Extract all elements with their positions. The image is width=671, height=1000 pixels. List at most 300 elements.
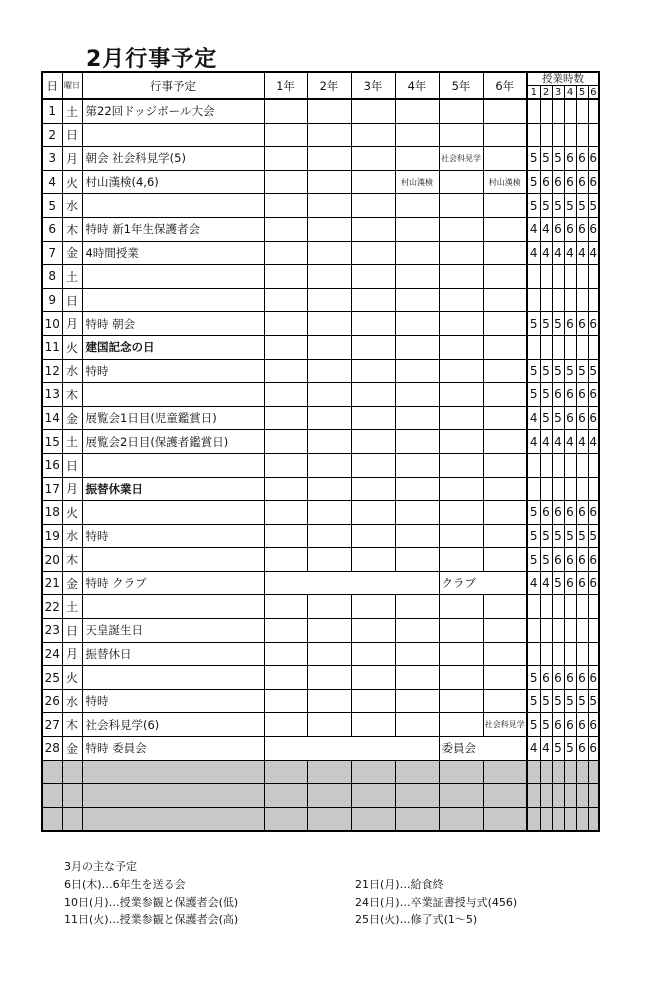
hour-cell <box>527 123 540 147</box>
grade-cell <box>351 147 395 171</box>
event-cell: 特時 朝会 <box>82 312 264 336</box>
hour-cell <box>540 642 552 666</box>
hour-cell: 6 <box>588 217 599 241</box>
day-cell: 18 <box>42 501 62 525</box>
grade-cell <box>351 689 395 713</box>
hour-cell: 6 <box>552 501 564 525</box>
hour-cell: 5 <box>564 689 576 713</box>
empty-row <box>42 760 599 784</box>
march-notes-left <box>64 876 238 929</box>
hour-cell <box>540 335 552 359</box>
weekday-cell: 金 <box>62 571 82 595</box>
hour-cell: 5 <box>552 312 564 336</box>
hour-cell <box>564 99 576 123</box>
hour-cell: 4 <box>527 406 540 430</box>
weekday-cell: 日 <box>62 619 82 643</box>
day-cell: 13 <box>42 383 62 407</box>
grade-cell <box>395 453 439 477</box>
header-grade-6: 6年 <box>483 72 527 99</box>
hour-cell: 5 <box>576 194 588 218</box>
hour-cell: 6 <box>588 666 599 690</box>
grade-cell <box>307 359 351 383</box>
hour-cell: 6 <box>552 383 564 407</box>
empty-cell <box>483 807 527 831</box>
day-cell: 9 <box>42 288 62 312</box>
hour-cell: 4 <box>540 430 552 454</box>
hour-cell: 4 <box>540 571 552 595</box>
grade-cell <box>439 217 483 241</box>
empty-cell <box>351 760 395 784</box>
grade-cell <box>307 689 351 713</box>
hour-cell: 6 <box>564 383 576 407</box>
table-row <box>42 406 599 430</box>
hour-cell: 6 <box>576 548 588 572</box>
grade-cell <box>351 99 395 123</box>
grade-cell <box>483 312 527 336</box>
grade-cell: 社会科見学 <box>483 713 527 737</box>
hour-cell <box>588 642 599 666</box>
hour-cell: 6 <box>564 312 576 336</box>
day-cell: 4 <box>42 170 62 194</box>
table-row <box>42 666 599 690</box>
hour-cell <box>588 99 599 123</box>
grade-cell <box>395 265 439 289</box>
grade-cell <box>307 335 351 359</box>
grade-cell <box>307 595 351 619</box>
day-cell: 20 <box>42 548 62 572</box>
table-row <box>42 241 599 265</box>
empty-cell <box>82 760 264 784</box>
grade-cell <box>264 666 307 690</box>
march-notes-right <box>355 876 517 929</box>
grade-cell <box>351 170 395 194</box>
hour-cell <box>527 265 540 289</box>
table-row <box>42 99 599 123</box>
hour-cell: 6 <box>552 666 564 690</box>
event-cell: 建国記念の日 <box>82 335 264 359</box>
grade-cell <box>264 288 307 312</box>
grade-cell <box>307 170 351 194</box>
hour-cell <box>588 288 599 312</box>
day-cell: 11 <box>42 335 62 359</box>
hour-cell: 5 <box>527 501 540 525</box>
weekday-cell: 土 <box>62 430 82 454</box>
grade-cell <box>307 619 351 643</box>
hour-cell <box>588 453 599 477</box>
grade-cell <box>351 312 395 336</box>
grade-cell <box>395 194 439 218</box>
grade-cell <box>264 619 307 643</box>
day-cell: 19 <box>42 524 62 548</box>
hour-cell: 5 <box>588 194 599 218</box>
grade-cell <box>307 453 351 477</box>
grade-cell <box>307 383 351 407</box>
grade-cell <box>351 406 395 430</box>
grade-cell <box>483 335 527 359</box>
grade-cell <box>264 359 307 383</box>
hour-cell <box>588 335 599 359</box>
hour-cell: 5 <box>564 194 576 218</box>
grade-cell <box>439 430 483 454</box>
hour-cell <box>540 265 552 289</box>
grade-cell <box>483 689 527 713</box>
event-cell <box>82 123 264 147</box>
grade-cell <box>395 335 439 359</box>
event-cell <box>82 265 264 289</box>
table-row <box>42 335 599 359</box>
event-cell <box>82 383 264 407</box>
header-day: 日 <box>42 72 62 99</box>
hour-cell: 6 <box>540 501 552 525</box>
hour-cell: 6 <box>588 147 599 171</box>
grade-cell <box>307 642 351 666</box>
hour-cell <box>576 619 588 643</box>
empty-cell <box>588 784 599 808</box>
hour-cell: 4 <box>527 430 540 454</box>
grade-cell <box>395 147 439 171</box>
note-item: 6日(木)…6年生を送る会 <box>64 878 186 891</box>
table-row <box>42 265 599 289</box>
hour-cell <box>540 619 552 643</box>
weekday-cell: 水 <box>62 689 82 713</box>
grade-cell <box>395 241 439 265</box>
header-hour-2: 2 <box>540 86 552 100</box>
grade-cell <box>351 642 395 666</box>
grade-cell <box>395 501 439 525</box>
grade-cell <box>307 312 351 336</box>
grade-cell <box>395 524 439 548</box>
hour-cell <box>576 453 588 477</box>
hour-cell: 6 <box>588 571 599 595</box>
grade-cell <box>483 383 527 407</box>
grade-cell <box>483 359 527 383</box>
event-cell: 社会科見学(6) <box>82 713 264 737</box>
grade-cell <box>483 548 527 572</box>
hour-cell: 6 <box>564 666 576 690</box>
grade-cell <box>395 123 439 147</box>
hour-cell: 6 <box>588 406 599 430</box>
hour-cell <box>552 99 564 123</box>
grade-cell <box>439 619 483 643</box>
grade-cell <box>351 713 395 737</box>
hour-cell <box>576 642 588 666</box>
weekday-cell: 土 <box>62 265 82 289</box>
grade-cell: 社会科見学 <box>439 147 483 171</box>
grade-cell <box>307 477 351 501</box>
grade-cell <box>264 99 307 123</box>
grade-cell <box>439 170 483 194</box>
grade-cell <box>483 642 527 666</box>
event-cell: 特時 <box>82 689 264 713</box>
day-cell: 6 <box>42 217 62 241</box>
weekday-cell: 日 <box>62 123 82 147</box>
grade-cell <box>307 123 351 147</box>
grade-cell <box>307 194 351 218</box>
header-hour-4: 4 <box>564 86 576 100</box>
weekday-cell: 月 <box>62 477 82 501</box>
hour-cell: 6 <box>588 312 599 336</box>
empty-cell <box>62 760 82 784</box>
table-row <box>42 689 599 713</box>
grade-cell <box>395 217 439 241</box>
hour-cell: 5 <box>527 713 540 737</box>
note-item: 25日(火)…修了式(1〜5) <box>355 913 478 926</box>
grade-cell <box>351 123 395 147</box>
hour-cell: 6 <box>540 666 552 690</box>
day-cell: 14 <box>42 406 62 430</box>
grade-cell <box>351 265 395 289</box>
march-notes-heading: 3月の主な予定 <box>64 860 137 873</box>
hour-cell: 5 <box>527 548 540 572</box>
hour-cell <box>552 335 564 359</box>
hour-cell: 6 <box>564 713 576 737</box>
empty-cell <box>527 784 540 808</box>
header-grade-5: 5年 <box>439 72 483 99</box>
hour-cell <box>552 642 564 666</box>
table-row <box>42 453 599 477</box>
empty-cell <box>564 760 576 784</box>
table-row <box>42 501 599 525</box>
schedule-body <box>42 99 599 831</box>
day-cell: 25 <box>42 666 62 690</box>
hour-cell: 5 <box>540 406 552 430</box>
hour-cell: 6 <box>576 666 588 690</box>
empty-cell <box>552 807 564 831</box>
day-cell: 1 <box>42 99 62 123</box>
grade-cell <box>264 477 307 501</box>
hour-cell: 5 <box>588 359 599 383</box>
weekday-cell: 木 <box>62 383 82 407</box>
empty-cell <box>82 784 264 808</box>
grade-cell <box>483 595 527 619</box>
hour-cell <box>527 477 540 501</box>
hour-cell: 4 <box>588 241 599 265</box>
empty-cell <box>564 784 576 808</box>
event-cell <box>82 501 264 525</box>
empty-row <box>42 807 599 831</box>
grade-cell <box>439 335 483 359</box>
grade-cell <box>395 642 439 666</box>
hour-cell <box>588 265 599 289</box>
hour-cell: 6 <box>576 571 588 595</box>
empty-cell <box>82 807 264 831</box>
schedule-table <box>41 71 600 832</box>
hour-cell <box>588 595 599 619</box>
weekday-cell: 日 <box>62 453 82 477</box>
empty-cell <box>439 807 483 831</box>
grade-cell <box>483 123 527 147</box>
hour-cell: 5 <box>552 359 564 383</box>
grade-cell <box>264 689 307 713</box>
table-row <box>42 383 599 407</box>
hour-cell: 5 <box>576 359 588 383</box>
hour-cell: 6 <box>576 737 588 761</box>
event-cell: 特時 クラブ <box>82 571 264 595</box>
hour-cell: 6 <box>576 170 588 194</box>
grade-cell <box>264 170 307 194</box>
event-cell: 4時間授業 <box>82 241 264 265</box>
empty-cell <box>264 760 307 784</box>
hour-cell: 6 <box>588 548 599 572</box>
day-cell: 3 <box>42 147 62 171</box>
hour-cell: 6 <box>576 312 588 336</box>
grade-cell <box>264 571 439 595</box>
event-cell <box>82 194 264 218</box>
hour-cell: 5 <box>564 737 576 761</box>
day-cell: 12 <box>42 359 62 383</box>
hour-cell <box>540 123 552 147</box>
grade-cell <box>351 359 395 383</box>
weekday-cell: 火 <box>62 666 82 690</box>
empty-cell <box>564 807 576 831</box>
weekday-cell: 水 <box>62 194 82 218</box>
hour-cell <box>588 123 599 147</box>
hour-cell <box>576 123 588 147</box>
day-cell: 5 <box>42 194 62 218</box>
header-hours-title: 授業時数 <box>527 72 599 86</box>
hour-cell <box>527 99 540 123</box>
weekday-cell: 日 <box>62 288 82 312</box>
hour-cell <box>576 288 588 312</box>
grade-cell <box>483 430 527 454</box>
hour-cell: 6 <box>564 406 576 430</box>
empty-cell <box>540 807 552 831</box>
table-row <box>42 194 599 218</box>
weekday-cell: 木 <box>62 713 82 737</box>
grade-cell <box>264 406 307 430</box>
empty-cell <box>307 807 351 831</box>
grade-cell <box>264 524 307 548</box>
day-cell: 26 <box>42 689 62 713</box>
day-cell: 21 <box>42 571 62 595</box>
hour-cell <box>540 477 552 501</box>
hour-cell: 6 <box>576 217 588 241</box>
grade-cell <box>439 265 483 289</box>
grade-cell <box>439 689 483 713</box>
hour-cell <box>540 595 552 619</box>
grade-cell <box>351 619 395 643</box>
event-cell: 特時 新1年生保護者会 <box>82 217 264 241</box>
grade-cell <box>395 619 439 643</box>
empty-cell <box>576 760 588 784</box>
hour-cell <box>576 265 588 289</box>
grade-cell <box>264 147 307 171</box>
empty-cell <box>540 760 552 784</box>
header-grade-3: 3年 <box>351 72 395 99</box>
grade-cell <box>351 288 395 312</box>
hour-cell <box>576 595 588 619</box>
weekday-cell: 火 <box>62 501 82 525</box>
hour-cell: 6 <box>552 548 564 572</box>
grade-cell <box>307 265 351 289</box>
day-cell: 22 <box>42 595 62 619</box>
hour-cell <box>527 642 540 666</box>
header-weekday: 曜日 <box>62 72 82 99</box>
hour-cell: 5 <box>552 524 564 548</box>
hour-cell <box>576 99 588 123</box>
table-row <box>42 642 599 666</box>
grade-cell <box>395 430 439 454</box>
event-cell <box>82 548 264 572</box>
grade-cell <box>264 548 307 572</box>
grade-cell <box>307 666 351 690</box>
grade-cell <box>307 99 351 123</box>
note-item: 24日(月)…卒業証書授与式(456) <box>355 895 518 909</box>
grade-cell <box>439 548 483 572</box>
hour-cell: 5 <box>540 383 552 407</box>
weekday-cell: 土 <box>62 595 82 619</box>
hour-cell <box>527 595 540 619</box>
day-cell: 15 <box>42 430 62 454</box>
grade-cell <box>395 689 439 713</box>
grade-cell <box>351 430 395 454</box>
grade-cell <box>264 383 307 407</box>
hour-cell <box>540 288 552 312</box>
empty-cell <box>307 784 351 808</box>
grade-cell <box>395 713 439 737</box>
grade-cell <box>483 99 527 123</box>
empty-cell <box>576 784 588 808</box>
day-cell: 16 <box>42 453 62 477</box>
hour-cell <box>564 642 576 666</box>
hour-cell: 5 <box>527 383 540 407</box>
grade-cell <box>395 383 439 407</box>
header-hour-6: 6 <box>588 86 599 100</box>
hour-cell: 5 <box>576 524 588 548</box>
hour-cell: 5 <box>540 713 552 737</box>
grade-cell <box>395 359 439 383</box>
grade-cell <box>439 241 483 265</box>
hour-cell: 6 <box>576 383 588 407</box>
grade-cell <box>483 147 527 171</box>
hour-cell: 4 <box>588 430 599 454</box>
grade-cell <box>264 642 307 666</box>
grade-cell <box>264 713 307 737</box>
weekday-cell: 火 <box>62 335 82 359</box>
hour-cell <box>552 595 564 619</box>
grade-cell <box>264 123 307 147</box>
day-cell: 17 <box>42 477 62 501</box>
hour-cell: 5 <box>552 194 564 218</box>
hour-cell: 5 <box>564 359 576 383</box>
hour-cell: 6 <box>588 713 599 737</box>
grade-cell <box>395 595 439 619</box>
hour-cell <box>552 619 564 643</box>
grade-cell <box>483 288 527 312</box>
table-row <box>42 713 599 737</box>
hour-cell <box>576 335 588 359</box>
grade-cell <box>351 666 395 690</box>
event-cell: 村山漢検(4,6) <box>82 170 264 194</box>
hour-cell: 5 <box>540 359 552 383</box>
grade-cell <box>483 666 527 690</box>
event-cell <box>82 666 264 690</box>
empty-cell <box>540 784 552 808</box>
grade-cell <box>483 194 527 218</box>
grade-cell <box>439 99 483 123</box>
weekday-cell: 月 <box>62 642 82 666</box>
table-row <box>42 170 599 194</box>
table-row <box>42 217 599 241</box>
grade-cell <box>307 501 351 525</box>
empty-cell <box>42 760 62 784</box>
grade-cell <box>264 265 307 289</box>
grade-cell <box>264 430 307 454</box>
hour-cell: 5 <box>540 147 552 171</box>
header-grade-2: 2年 <box>307 72 351 99</box>
hour-cell: 6 <box>564 217 576 241</box>
day-cell: 27 <box>42 713 62 737</box>
